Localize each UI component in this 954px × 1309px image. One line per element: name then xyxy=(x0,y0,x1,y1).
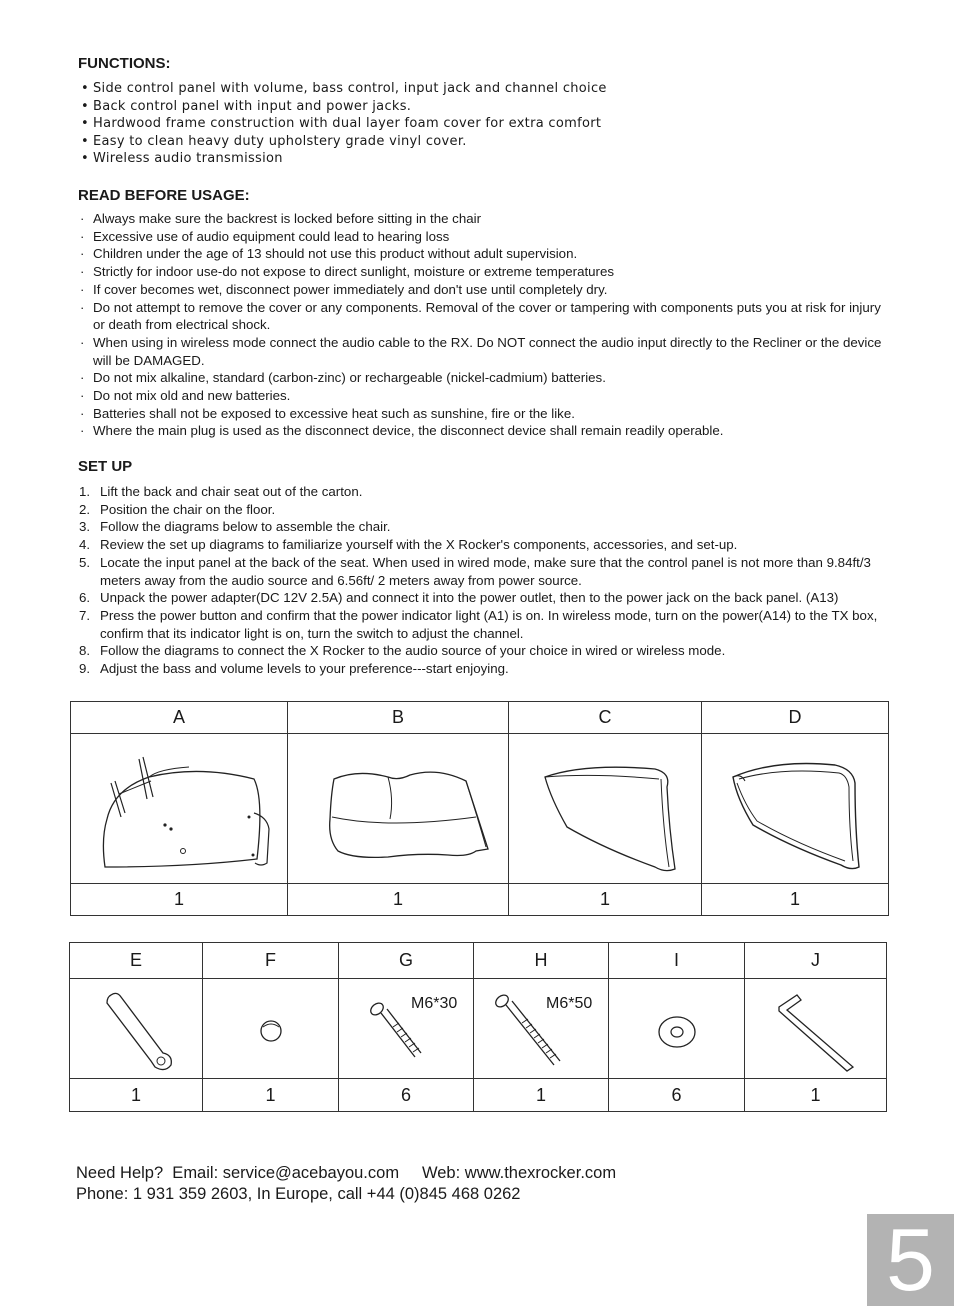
part-image-c xyxy=(509,734,702,884)
list-item: · Strictly for indoor use-do not expose to direct sunlight, moisture or extreme temperatures xyxy=(78,263,883,281)
step-number: 6. xyxy=(79,590,91,606)
part-image-e xyxy=(70,979,203,1079)
step-text: Adjust the bass and volume levels to your preference---start enjoying. xyxy=(100,661,509,677)
list-item xyxy=(78,554,890,589)
part-label-e: E xyxy=(70,943,203,979)
step-number: 5. xyxy=(79,554,91,570)
part-label-d: D xyxy=(702,702,889,734)
step-number: 2. xyxy=(79,501,91,517)
part-label-i: I xyxy=(609,943,745,979)
list-item: · If cover becomes wet, disconnect power immediately and don't use until completely dry. xyxy=(78,281,883,299)
part-qty-b: 1 xyxy=(288,884,509,916)
list-item: · Excessive use of audio equipment could lead to hearing loss xyxy=(78,228,883,246)
part-qty-d: 1 xyxy=(702,884,889,916)
cap-icon xyxy=(241,999,301,1059)
list-item xyxy=(78,536,890,554)
functions-list xyxy=(78,80,607,168)
list-item xyxy=(78,660,890,678)
list-item: · Always make sure the backrest is locked before sitting in the chair xyxy=(78,210,883,228)
part-image-h xyxy=(474,979,609,1079)
list-item: · Do not mix alkaline, standard (carbon-zinc) or rechargeable (nickel-cadmium) batteries. xyxy=(78,369,883,387)
list-item: • Hardwood frame construction with dual layer foam cover for extra comfort xyxy=(78,115,607,133)
list-item: • Easy to clean heavy duty upholstery grade vinyl cover. xyxy=(78,133,607,151)
washer-icon xyxy=(642,994,712,1064)
part-image-a xyxy=(71,734,288,884)
bolt-size-label: M6*50 xyxy=(546,995,593,1012)
part-label-c: C xyxy=(509,702,702,734)
functions-title: FUNCTIONS: xyxy=(78,55,171,72)
page-number: 5 xyxy=(867,1214,954,1306)
part-image-j xyxy=(745,979,887,1079)
part-image-f xyxy=(203,979,339,1079)
wrench-arm-icon xyxy=(81,981,191,1077)
list-item xyxy=(78,518,890,536)
part-image-d xyxy=(702,734,889,884)
list-item: • Side control panel with volume, bass control, input jack and channel choice xyxy=(78,80,607,98)
list-item: • Wireless audio transmission xyxy=(78,150,607,168)
backrest-panel-icon xyxy=(515,739,695,879)
part-qty-e: 1 xyxy=(70,1079,203,1112)
read-before-title: READ BEFORE USAGE: xyxy=(78,187,250,204)
step-number: 7. xyxy=(79,607,91,623)
list-item xyxy=(78,642,890,660)
part-qty-a: 1 xyxy=(71,884,288,916)
part-label-g: G xyxy=(339,943,474,979)
part-qty-f: 1 xyxy=(203,1079,339,1112)
help-contact-line: Need Help? Email: service@acebayou.com Web: www.thexrocker.com xyxy=(76,1164,617,1182)
allen-key-icon xyxy=(761,981,871,1077)
list-item: · Children under the age of 13 should not use this product without adult supervision. xyxy=(78,245,883,263)
setup-title: SET UP xyxy=(78,458,133,475)
setup-steps xyxy=(78,483,890,678)
list-item: · Where the main plug is used as the disconnect device, the disconnect device shall remain readily operable. xyxy=(78,422,883,440)
part-qty-j: 1 xyxy=(745,1079,887,1112)
list-item xyxy=(78,589,890,607)
part-qty-g: 6 xyxy=(339,1079,474,1112)
step-text: Locate the input panel at the back of the seat. When used in wired mode, make sure that the control panel is not more than 9.84ft/3 meters away from the audio source and 6.56ft/ 2 meters away from power source. xyxy=(100,554,871,588)
step-number: 8. xyxy=(79,643,91,659)
list-item xyxy=(78,483,890,501)
step-text: Press the power button and confirm that the power indicator light (A1) is on. In wireless mode, turn on the power(A14) to the TX box, confirm that its indicator light is on, turn the switch to adjust the channel. xyxy=(100,607,878,641)
part-image-g xyxy=(339,979,474,1079)
chair-seat-frame-icon xyxy=(79,739,279,879)
list-item: · Do not mix old and new batteries. xyxy=(78,387,883,405)
step-text: Follow the diagrams below to assemble the chair. xyxy=(100,519,391,535)
part-label-j: J xyxy=(745,943,887,979)
list-item xyxy=(78,501,890,519)
part-qty-h: 1 xyxy=(474,1079,609,1112)
list-item: · Do not attempt to remove the cover or any components. Removal of the cover or tampering with components puts you at risk for injury or death from electrical shock. xyxy=(78,299,883,334)
list-item: · Batteries shall not be exposed to excessive heat such as sunshine, fire or the like. xyxy=(78,405,883,423)
step-number: 9. xyxy=(79,661,91,677)
list-item: • Back control panel with input and power jacks. xyxy=(78,98,607,116)
list-item xyxy=(78,607,890,642)
part-image-i xyxy=(609,979,745,1079)
step-text: Lift the back and chair seat out of the carton. xyxy=(100,484,363,499)
parts-table-hardware xyxy=(69,942,887,1112)
part-label-a: A xyxy=(71,702,288,734)
part-label-h: H xyxy=(474,943,609,979)
part-image-b xyxy=(288,734,509,884)
step-text: Follow the diagrams to connect the X Rocker to the audio source of your choice in wired or wireless mode. xyxy=(100,643,726,659)
help-phone-line: Phone: 1 931 359 2603, In Europe, call +44 (0)845 468 0262 xyxy=(76,1185,521,1203)
parts-table-large xyxy=(70,701,889,916)
part-qty-i: 6 xyxy=(609,1079,745,1112)
part-qty-c: 1 xyxy=(509,884,702,916)
list-item: · When using in wireless mode connect the audio cable to the RX. Do NOT connect the audio input directly to the Recliner or the device will be DAMAGED. xyxy=(78,334,883,369)
step-number: 3. xyxy=(79,519,91,535)
seat-cushion-icon xyxy=(298,739,498,879)
warnings-list xyxy=(78,210,883,440)
bolt-size-label: M6*30 xyxy=(411,995,458,1012)
part-label-b: B xyxy=(288,702,509,734)
part-label-f: F xyxy=(203,943,339,979)
step-text: Review the set up diagrams to familiarize yourself with the X Rocker's components, accessories, and set-up. xyxy=(100,537,738,553)
backrest-frame-icon xyxy=(705,739,885,879)
step-number: 1. xyxy=(79,484,91,499)
step-text: Position the chair on the floor. xyxy=(100,501,276,517)
step-number: 4. xyxy=(79,537,91,553)
step-text: Unpack the power adapter(DC 12V 2.5A) and connect it into the power outlet, then to the power jack on the back panel. (A13) xyxy=(100,590,839,606)
